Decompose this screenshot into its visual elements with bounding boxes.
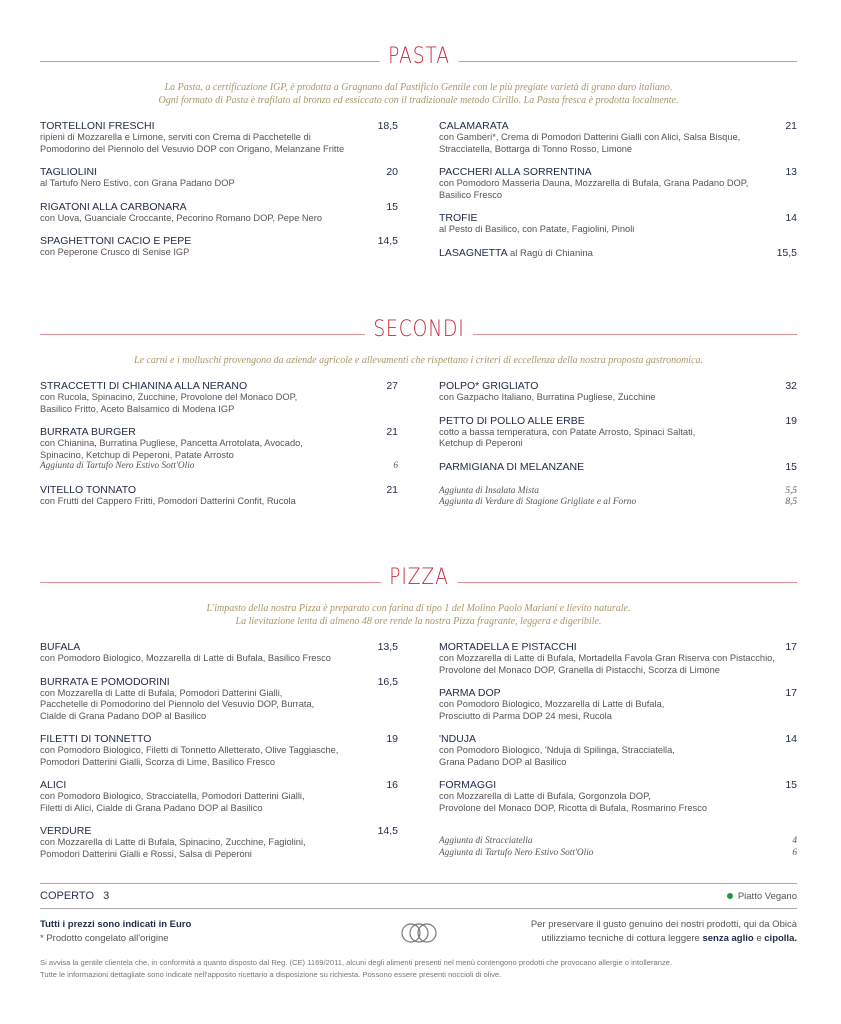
item-name: VERDURE [40,825,92,837]
section-intro [40,81,797,107]
item-price: 16,5 [377,675,398,688]
frozen-note: * Prodotto congelato all'origine [40,933,169,944]
item-price: 15 [785,460,797,473]
section-header [40,319,797,341]
menu-item [439,415,797,450]
menu-columns [40,641,797,871]
item-price: 14 [785,733,797,745]
item-name: TORTELLONI FRESCHI [40,120,155,132]
menu-item [439,212,797,236]
item-price: 18,5 [377,120,398,132]
item-description: Provolone del Monaco DOP, Ricotta di Bufala, Rosmarino Fresco [439,802,708,813]
item-description: con Gazpacho Italiano, Burratina Pugliese, Zucchine [439,392,656,402]
addon-row [439,497,797,509]
menu-item [439,247,797,260]
item-price: 13 [785,166,797,178]
item-description: Ketchup di Peperoni [439,438,523,448]
menu-item [439,166,797,201]
addon-label: Aggiunta di Insalata Mista [439,485,539,496]
item-description: con Rucola, Spinacino, Zucchine, Provolone del Monaco DOP, [40,392,298,402]
menu-item [40,779,398,814]
item-description: con Pomodoro Biologico, Mozzarella di Latte di Bufala, Basilico Fresco [40,653,331,663]
item-name-wrap [40,641,80,653]
item-name-wrap [439,166,592,178]
item-description: con Mozzarella di Latte di Bufala, Mortadella Favola Gran Riserva con Pistacchio, [439,653,775,663]
menu-item [439,120,797,155]
item-name: BUFALA [40,641,81,653]
column-right [439,641,797,871]
item-description: Basilico Fritto, Aceto Balsamico di Modena IGP [40,403,235,414]
menu-item [40,166,398,190]
item-name: RIGATONI ALLA CARBONARA [40,200,187,213]
coperto [40,890,109,902]
item-price: 21 [386,483,398,496]
item-header [439,461,797,473]
item-name-wrap [439,212,478,224]
allergen-note: Si avvisa la gentile clientela che, in conformità a quanto disposto dal Reg. (CE) 1169/2011, alcuni degli alimenti presenti nel menù contengono prodotti che provocano allergie o intolleranze. [40,958,673,967]
item-description: cotto a bassa temperatura, con Patate Arrosto, Spinaci Saltati, [439,426,696,437]
item-name: VITELLO TONNATO [40,483,137,496]
item-description: Pomodorino del Piennolo del Vesuvio DOP con Origano, Melanzane Fritte [40,143,345,154]
item-price: 20 [386,166,398,178]
vegan-label: Piatto Vegano [737,890,797,902]
item-name: LASAGNETTA [439,246,508,259]
item-description: con Frutti del Cappero Fritti, Pomodori Datterini Confit, Rucola [40,495,296,506]
item-description: Pomodori Datterini Gialli, Scorza di Lime, Basilico Fresco [40,756,276,767]
item-name: SPAGHETTONI CACIO E PEPE [40,235,192,247]
allergen-note-2: Tutte le informazioni dettagliate sono indicate nell'apposito ricettario a disposizione su richiesta. Possono essere presenti noccioli di olive. [40,970,502,979]
divider [40,908,797,909]
addon-row [439,848,797,860]
item-name-wrap [40,380,247,392]
section-title: PASTA [379,46,458,68]
intro-line: Le carni e i molluschi provengono da aziende agricole e allevamenti che rispettano i criteri di eccellenza della nostra proposta gastronomica. [133,355,704,366]
item-name: TAGLIOLINI [40,166,97,178]
section-header [40,567,797,589]
item-name: BURRATA BURGER [40,426,136,438]
item-header [439,779,797,791]
item-header [40,779,398,791]
menu-item [40,426,398,473]
item-description: Prosciutto di Parma DOP 24 mesi, Rucola [439,710,612,721]
section-secondi [40,319,797,518]
note-text: e [753,933,765,944]
item-name-wrap [439,415,585,427]
item-header [40,484,398,496]
item-price: 13,5 [377,641,398,653]
menu-item [439,779,797,814]
item-price: 14,5 [377,825,398,837]
item-name-wrap [439,247,593,260]
addon-row [439,836,797,848]
item-name: PARMA DOP [439,687,501,699]
coperto-label: COPERTO [40,890,94,902]
item-price: 21 [785,120,797,132]
item-header [40,676,398,688]
menu-item [439,641,797,676]
item-name-wrap [40,825,91,837]
section-title: SECONDI [364,319,472,341]
item-name: BURRATA E POMODORINI [40,675,170,688]
addon-price: 5,5 [785,485,797,496]
addon-label: Aggiunta di Tartufo Nero Estivo Sott'Olio [40,461,195,471]
item-header [40,120,398,132]
item-price: 21 [386,426,398,438]
addon-label: Aggiunta di Verdure di Stagione Grigliate e al Forno [439,497,637,507]
prices-note: Tutti i prezzi sono indicati in Euro [40,919,192,930]
item-name-wrap [439,461,584,473]
item-description: con Pomodoro Biologico, Stracciatella, Pomodori Datterini Gialli, [40,791,305,801]
item-description: Basilico Fresco [439,189,503,200]
menu-item [40,676,398,723]
item-header [40,733,398,745]
item-header [439,120,797,132]
item-name-wrap [439,641,577,653]
item-name-wrap [40,484,136,496]
menu-item [40,120,398,155]
item-description: Filetti di Alici, Cialde di Grana Padano DOP al Basilico [40,802,263,813]
item-header [40,166,398,178]
section-pizza [40,567,797,871]
garlic-note-2 [531,932,797,946]
menu-columns [40,380,797,518]
item-description: con Pomodoro Biologico, Mozzarella di Latte di Bufala, [439,699,665,709]
section-title: PIZZA [380,567,456,589]
note-bold: senza aglio [702,933,754,944]
item-description: Cialde di Grana Padano DOP al Basilico [40,710,207,721]
intro-line: L'impasto della nostra Pizza è preparato con farina di tipo 1 del Molino Paolo Mariani e lievito naturale. [206,603,631,614]
column-left [40,380,398,518]
item-price: 14,5 [377,235,398,247]
addon-price: 4 [792,836,797,846]
item-description: al Tartufo Nero Estivo, con Grana Padano DOP [40,178,235,188]
item-name-wrap [40,120,155,132]
item-price: 19 [785,414,797,427]
item-description: Grana Padano DOP al Basilico [439,756,567,767]
intro-line: Ogni formato di Pasta è trafilato al bronzo ed essiccato con il tradizionale metodo Cirillo. La Pasta fresca è prodotta localmente. [158,95,679,106]
item-name: ALICI [40,779,67,791]
obica-logo-icon [400,922,438,944]
item-addon [40,461,398,473]
addon-label: Aggiunta di Tartufo Nero Estivo Sott'Olio [439,847,594,858]
item-name-wrap [439,120,509,132]
item-name-wrap [439,779,496,791]
item-header [40,825,398,837]
item-description: con Pomodoro Masseria Dauna, Mozzarella di Bufala, Grana Padano DOP, [439,178,749,188]
footer [40,883,797,981]
item-name-wrap [40,426,136,438]
item-name-wrap [40,201,187,213]
item-name-wrap [40,235,191,247]
section-pasta [40,46,797,271]
item-description: Provolone del Monaco DOP, Granella di Pistacchi, Scorza di Limone [439,664,720,675]
menu-item [40,825,398,860]
item-name: CALAMARATA [439,120,509,132]
menu-item [40,641,398,665]
item-name: POLPO* GRIGLIATO [439,380,539,392]
item-price: 15 [785,779,797,791]
coperto-price: 3 [103,890,110,902]
item-description: con Gamberi*, Crema di Pomodori Datterini Gialli con Alici, Salsa Bisque, [439,132,741,142]
item-price: 15 [386,200,398,213]
column-left [40,641,398,871]
section-header [40,46,797,68]
column-right [439,120,797,271]
item-header [439,733,797,745]
addons-group [439,486,797,509]
item-description: al Pesto di Basilico, con Patate, Fagiolini, Pinoli [439,224,635,234]
column-right [439,380,797,518]
item-name-wrap [40,779,66,791]
item-price: 17 [785,641,797,653]
item-name: 'NDUJA [439,733,477,745]
item-name: MORTADELLA E PISTACCHI [439,641,577,653]
item-description: ripieni di Mozzarella e Limone, serviti con Crema di Pacchetelle di [40,132,311,142]
vegan-legend [727,891,797,902]
item-description: con Uova, Guanciale Croccante, Pecorino Romano DOP, Pepe Nero [40,212,322,223]
item-name-wrap [40,676,170,688]
addon-row [439,486,797,498]
item-header [439,641,797,653]
menu-item [40,201,398,225]
item-price: 15,5 [776,246,797,259]
item-header [439,212,797,224]
menu-item [40,733,398,768]
item-header [439,687,797,699]
item-header [40,380,398,392]
item-name-wrap [439,733,476,745]
note-bold: cipolla. [764,933,797,944]
section-intro [40,602,797,628]
item-price: 14 [785,212,797,224]
section-intro [40,354,797,367]
item-description: con Pomodoro Biologico, 'Nduja di Spilinga, Stracciatella, [439,745,675,755]
item-header [40,641,398,653]
intro-line: La Pasta, a certificazione IGP, è prodotta a Gragnano dal Pastificio Gentile con le più pregiate varietà di grano duro italiano. [164,82,673,93]
item-price: 16 [386,779,398,791]
item-name-wrap [439,687,501,699]
item-price: 27 [386,380,398,392]
menu-item [439,461,797,473]
menu-item [40,484,398,508]
addon-price: 6 [792,847,797,858]
item-description: con Pomodoro Biologico, Filetti di Tonnetto Alletterato, Olive Taggiasche, [40,745,339,755]
addon-price: 6 [393,461,398,471]
item-name: FORMAGGI [439,779,497,791]
item-description: Pomodori Datterini Gialli e Rossi, Salsa di Peperoni [40,848,252,859]
item-name: PARMIGIANA DI MELANZANE [439,460,585,473]
item-header [439,380,797,392]
menu-item [439,380,797,404]
menu-item [439,687,797,722]
column-left [40,120,398,271]
garlic-note: Per preservare il gusto genuino dei nostri prodotti, qui da Obicà [530,919,797,930]
vegan-dot-icon [727,893,733,899]
item-header [40,235,398,247]
item-header [439,166,797,178]
item-description: con Mozzarella di Latte di Bufala, Gorgonzola DOP, [439,791,651,801]
item-header [40,426,398,438]
item-name: FILETTI DI TONNETTO [40,733,152,745]
item-name: PACCHERI ALLA SORRENTINA [439,166,592,178]
note-text: utilizziamo tecniche di cottura leggere [541,933,703,944]
item-price: 17 [785,687,797,699]
item-header [439,247,797,260]
item-name-wrap [40,733,151,745]
item-header [40,201,398,213]
item-price: 19 [386,733,398,745]
addon-price: 8,5 [785,497,797,507]
item-description: Spinacino, Ketchup di Peperoni, Patate Arrosto [40,449,234,460]
item-price: 32 [785,380,797,392]
item-description: con Chianina, Burratina Pugliese, Pancetta Arrotolata, Avocado, [40,438,303,448]
item-description: Pacchetelle di Pomodorino del Piennolo del Vesuvio DOP, Burrata, [40,699,315,709]
intro-line: La lievitazione lenta di almeno 48 ore rende la nostra Pizza fragrante, leggera e digeribile. [235,616,602,627]
item-name: TROFIE [439,212,478,224]
item-description: con Mozzarella di Latte di Bufala, Spinacino, Zucchine, Fagiolini, [40,837,306,847]
menu-item [439,733,797,768]
item-description: con Mozzarella di Latte di Bufala, Pomodori Datterini Gialli, [40,687,283,698]
menu-item [40,380,398,415]
item-description: con Peperone Crusco di Senise IGP [40,247,190,257]
item-description: Stracciatella, Bottarga di Tonno Rosso, Limone [439,143,633,154]
menu-item [40,235,398,259]
item-inline-desc: al Ragù di Chianina [510,247,593,259]
item-name: STRACCETTI DI CHIANINA ALLA NERANO [40,380,248,392]
addons-group [439,836,797,859]
menu-columns [40,120,797,271]
addon-label: Aggiunta di Stracciatella [439,836,533,846]
item-name-wrap [40,166,97,178]
item-header [439,415,797,427]
item-name-wrap [439,380,538,392]
item-name: PETTO DI POLLO ALLE ERBE [439,414,585,427]
